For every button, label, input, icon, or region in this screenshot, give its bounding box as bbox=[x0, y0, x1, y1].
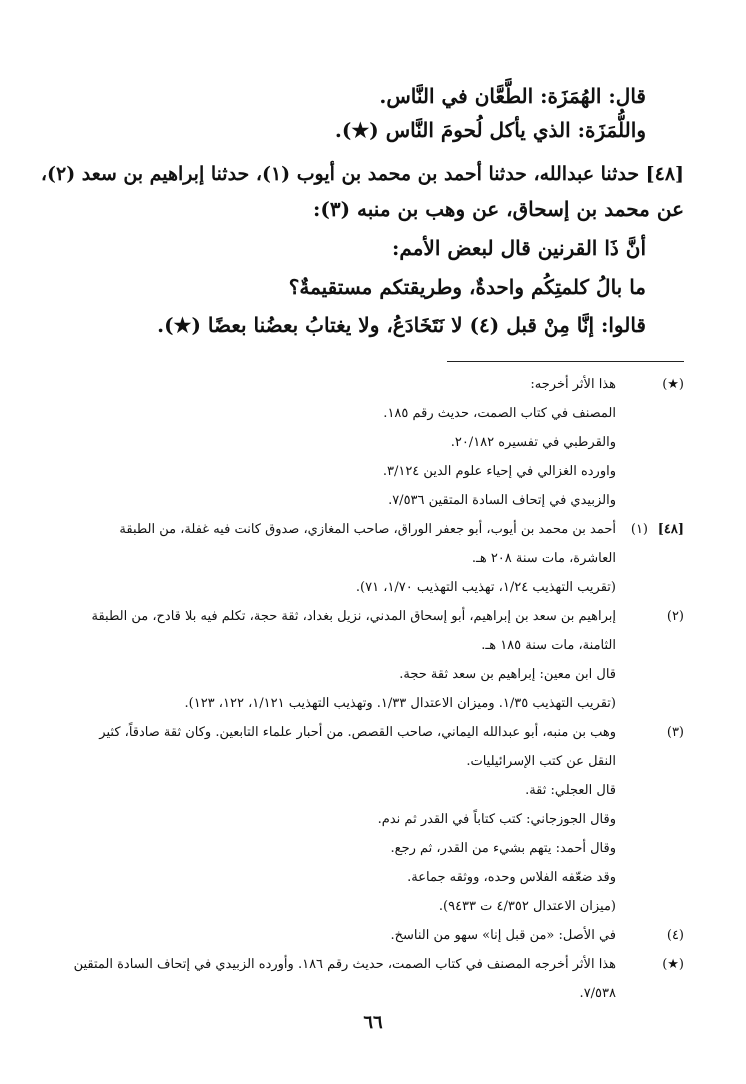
footnote-line: وقال أحمد: يتهم بشيء من القدر، ثم رجع. bbox=[390, 841, 616, 856]
footnote-marker: (١) bbox=[630, 522, 648, 537]
footnote-marker: (٣) bbox=[666, 725, 684, 740]
main-text-line: قالوا: إنَّا مِنْ قبل (٤) لا نَتَخَادَعُ، ولا يغتابُ بعضُنا بعضًا (★). bbox=[157, 313, 646, 337]
footnote-line: أحمد بن محمد بن أيوب، أبو جعفر الوراق، صاحب المغازي، صدوق كانت فيه غفلة، من الطبقة bbox=[119, 522, 616, 537]
main-text-line: ما بالُ كلمتِكُم واحدةٌ، وطريقتكم مستقيمةٌ؟ bbox=[288, 275, 646, 299]
main-text-line: قال: الهُمَزَة: الطَّعَّان في النَّاس. bbox=[379, 84, 646, 108]
footnote-divider bbox=[447, 361, 684, 362]
footnote-line: والزبيدي في إتحاف السادة المتقين ٧/٥٣٦. bbox=[388, 493, 616, 508]
footnote-line: وقال الجوزجاني: كتب كتاباً في القدر ثم ندم. bbox=[377, 812, 616, 827]
main-text-line: عن محمد بن إسحاق، عن وهب بن منبه (٣): bbox=[313, 197, 684, 221]
footnote-line: في الأصل: «من قبل إنا» سهو من الناسخ. bbox=[390, 928, 616, 943]
footnote-marker: (★) bbox=[662, 957, 684, 972]
footnote-marker: (٢) bbox=[666, 609, 684, 624]
footnote-marker: (★) bbox=[662, 377, 684, 392]
footnote-line: العاشرة، مات سنة ٢٠٨ هـ. bbox=[471, 551, 616, 566]
footnote-line: قال ابن معين: إبراهيم بن سعد ثقة حجة. bbox=[399, 667, 616, 682]
footnote-line: وهب بن منبه، أبو عبدالله اليماني، صاحب القصص. من أحبار علماء التابعين. وكان ثقة صادقاً، كثير bbox=[99, 725, 616, 740]
page-number: ٦٦ bbox=[363, 1012, 383, 1033]
footnote-marker: (٤) bbox=[666, 928, 684, 943]
main-text-line: [٤٨] حدثنا عبدالله، حدثنا أحمد بن محمد بن أيوب (١)، حدثنا إبراهيم بن سعد (٢)، bbox=[40, 163, 684, 185]
footnote-section-marker: [٤٨] bbox=[657, 522, 684, 537]
footnote-line: والقرطبي في تفسيره ٢٠/١٨٢. bbox=[450, 435, 616, 450]
footnote-line: (تقريب التهذيب ١/٢٤، تهذيب التهذيب ١/٧٠، ٧١). bbox=[355, 580, 616, 595]
footnote-line: (تقريب التهذيب ١/٣٥. وميزان الاعتدال ١/٣٣. وتهذيب التهذيب ١/١٢١، ١٢٢، ١٢٣). bbox=[184, 696, 616, 711]
main-text-line: أنَّ ذَا القرنين قال لبعض الأمم: bbox=[392, 236, 646, 260]
footnote-line: المصنف في كتاب الصمت، حديث رقم ١٨٥. bbox=[383, 406, 616, 421]
footnote-line: قال العجلي: ثقة. bbox=[525, 783, 616, 798]
footnote-line: (ميزان الاعتدال ٤/٣٥٢ ت ٩٤٣٣). bbox=[438, 899, 616, 914]
footnote-line: هذا الأثر أخرجه المصنف في كتاب الصمت، حديث رقم ١٨٦. وأورده الزبيدي في إتحاف السادة المتقين bbox=[73, 957, 616, 972]
footnote-line: النقل عن كتب الإسرائيليات. bbox=[466, 754, 616, 769]
footnote-line: واورده الغزالي في إحياء علوم الدين ٣/١٢٤. bbox=[382, 464, 616, 479]
footnote-line: إبراهيم بن سعد بن إبراهيم، أبو إسحاق المدني، نزيل بغداد، ثقة حجة، تكلم فيه بلا قادح، من الطبقة bbox=[91, 609, 616, 624]
footnote-line: ٧/٥٣٨. bbox=[579, 986, 616, 1001]
footnote-line: وقد ضعّفه الفلاس وحده، ووثقه جماعة. bbox=[407, 870, 616, 885]
main-text-line: واللُّمَزَة: الذي يأكل لُحومَ النَّاس (★). bbox=[334, 118, 646, 142]
footnote-line: الثامنة، مات سنة ١٨٥ هـ. bbox=[481, 638, 616, 653]
footnote-line: هذا الأثر أخرجه: bbox=[530, 377, 616, 392]
